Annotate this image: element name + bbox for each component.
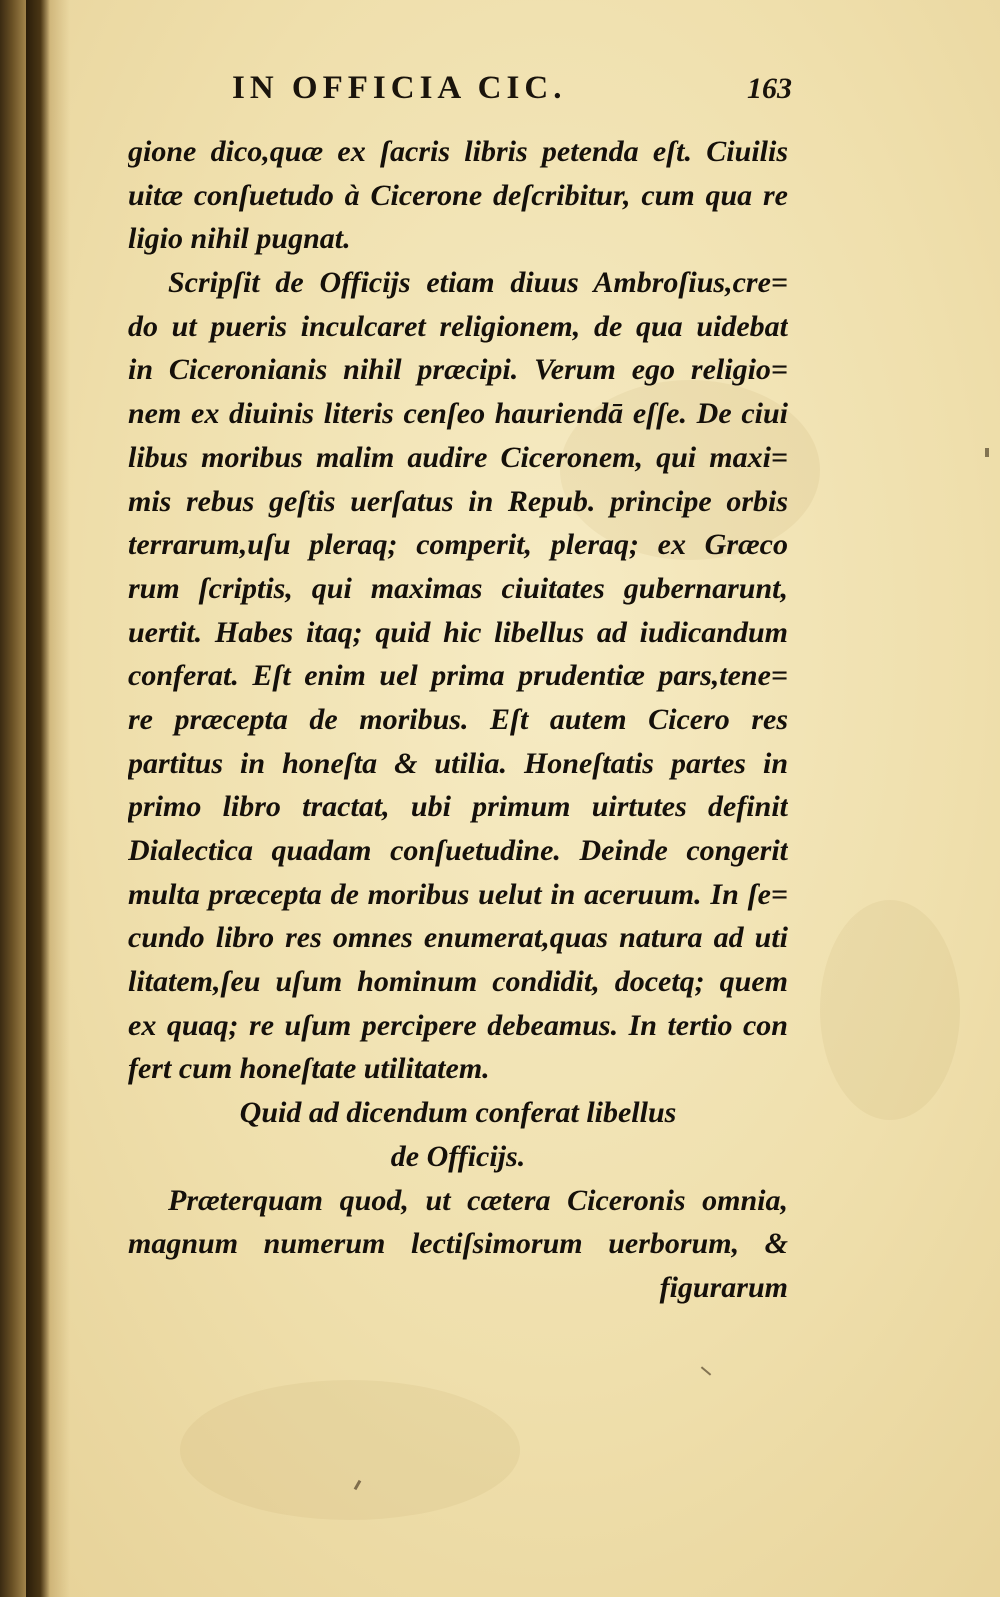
text-line: nem ex diuinis literis cenſeo hauriendā eſſe. De ciui (128, 397, 788, 431)
text-line: ligio nihil pugnat. (128, 222, 351, 256)
running-head: IN OFFICIA CIC. (232, 70, 567, 106)
text-line: cundo libro res omnes enumerat,quas natura ad uti (128, 921, 788, 955)
text-line: fert cum honeſtate utilitatem. (128, 1052, 490, 1086)
text-line: Præterquam quod, ut cætera Ciceronis omnia, (168, 1183, 788, 1217)
paper-stain (820, 900, 960, 1120)
page-header (232, 70, 792, 114)
paper-stain (180, 1380, 520, 1520)
text-line: in Ciceronianis nihil præcipi. Verum ego religio= (128, 353, 788, 387)
text-line: Scripſit de Officijs etiam diuus Ambroſius,cre= (168, 266, 788, 300)
text-line: terrarum,uſu pleraq; comperit, pleraq; ex Græco (128, 528, 788, 562)
text-line: re præcepta de moribus. Eſt autem Cicero res (128, 702, 788, 736)
subheading: Quid ad dicendum conferat libellus (239, 1096, 677, 1130)
paper-speck (701, 1366, 711, 1375)
text-line: multa præcepta de moribus uelut in aceruum. In ſe= (128, 877, 788, 911)
paper-speck (985, 448, 989, 457)
text-line: partitus in honeſta & utilia. Honeſtatis partes in (128, 746, 788, 780)
text-line: conferat. Eſt enim uel prima prudentiæ pars,tene= (128, 659, 788, 693)
text-line: Dialectica quadam conſuetudine. Deinde congerit (128, 834, 788, 867)
text-line: magnum numerum lectiſsimorum uerborum, & (128, 1227, 788, 1261)
text-line: primo libro tractat, ubi primum uirtutes definit (128, 790, 788, 824)
text-line: gione dico,quæ ex ſacris libris petenda eſt. Ciuilis (128, 135, 788, 168)
text-line: uertit. Habes itaq; quid hic libellus ad iudicandum (128, 615, 788, 649)
text-line: rum ſcriptis, qui maximas ciuitates gubernarunt, (128, 571, 788, 605)
text-line: litatem,ſeu uſum hominum condidit, docetq; quem (128, 965, 788, 999)
page-number: 163 (747, 72, 792, 105)
text-line: mis rebus geſtis uerſatus in Repub. principe orbis (128, 484, 788, 518)
text-line: ex quaq; re uſum percipere debeamus. In tertio con (128, 1008, 788, 1042)
subheading: de Officijs. (390, 1139, 526, 1173)
text-line: libus moribus malim audire Ciceronem, qui maxi= (128, 440, 788, 474)
catchword: figurarum (659, 1270, 788, 1304)
binding-edge (26, 0, 50, 1597)
text-line: uitæ conſuetudo à Cicerone deſcribitur, cum qua re (128, 178, 788, 212)
text-line: do ut pueris inculcaret religionem, de qua uidebat (128, 309, 788, 343)
body-text (128, 130, 788, 1310)
